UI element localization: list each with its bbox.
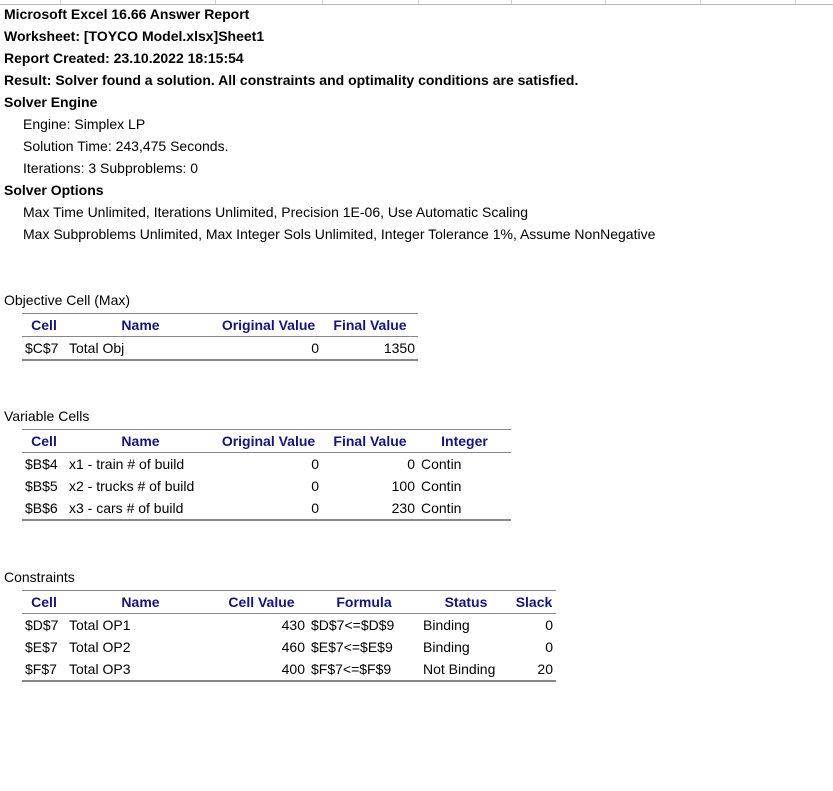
report-title: Microsoft Excel 16.66 Answer Report	[4, 6, 250, 22]
solver-engine-heading: Solver Engine	[4, 94, 98, 110]
slack: 0	[545, 617, 553, 633]
integer-value: Contin	[418, 497, 511, 520]
header-name: Name	[66, 314, 215, 337]
cell-name: x3 - cars # of build	[66, 497, 215, 520]
table-row	[22, 636, 556, 658]
cell-value: 460	[281, 639, 305, 655]
cell-ref: $E$7	[25, 639, 58, 655]
cell-ref: $C$7	[22, 337, 66, 361]
header-cell: Cell	[22, 591, 66, 614]
original-value: 0	[215, 497, 322, 520]
table-header-row	[22, 314, 418, 337]
formula: $D$7<=$D$9	[311, 617, 395, 633]
formula: $F$7<=$F$9	[308, 658, 420, 681]
original-value: 0	[311, 456, 319, 472]
table-row	[22, 475, 511, 497]
cell-ref: $B$4	[25, 456, 58, 472]
header-slack: Slack	[512, 591, 556, 614]
constraints-table	[22, 590, 556, 682]
iterations-text: Iterations: 3 Subproblems: 0	[23, 160, 199, 176]
table-row	[22, 497, 511, 520]
final-value: 1350	[322, 337, 418, 361]
slack: 20	[512, 658, 556, 681]
cell-ref: $F$7	[22, 658, 66, 681]
cell-name: Total OP1	[69, 617, 131, 633]
header-original-value: Original Value	[215, 430, 322, 453]
result-text: Result: Solver found a solution. All constraints and optimality conditions are satisfied.	[4, 72, 579, 88]
final-value: 230	[322, 497, 418, 520]
header-cell: Cell	[22, 314, 66, 337]
worksheet-label: Worksheet: [TOYCO Model.xlsx]Sheet1	[4, 28, 265, 44]
header-cell-value: Cell Value	[215, 591, 308, 614]
options-line-2: Max Subproblems Unlimited, Max Integer Sols Unlimited, Integer Tolerance 1%, Assume NonNegative	[23, 226, 656, 242]
options-line-1: Max Time Unlimited, Iterations Unlimited, Precision 1E-06, Use Automatic Scaling	[23, 204, 528, 220]
final-value: 100	[391, 478, 415, 494]
original-value: 0	[215, 337, 322, 361]
header-name: Name	[66, 430, 215, 453]
header-cell: Cell	[22, 430, 66, 453]
cell-ref: $B$5	[25, 478, 58, 494]
table-row	[22, 453, 511, 476]
status: Binding	[423, 617, 470, 633]
report-created: Report Created: 23.10.2022 18:15:54	[4, 50, 244, 66]
solution-time: Solution Time: 243,475 Seconds.	[23, 138, 229, 154]
status: Not Binding	[420, 658, 512, 681]
cell-ref: $B$6	[22, 497, 66, 520]
objective-table	[22, 313, 418, 361]
header-final-value: Final Value	[322, 314, 418, 337]
table-row	[22, 658, 556, 681]
table-header-row	[22, 591, 556, 614]
variables-table	[22, 429, 511, 521]
solver-options-heading: Solver Options	[4, 182, 104, 198]
original-value: 0	[311, 478, 319, 494]
cell-value: 400	[215, 658, 308, 681]
table-row	[22, 614, 556, 637]
table-row	[22, 337, 418, 361]
cell-name: x2 - trucks # of build	[69, 478, 195, 494]
cell-value: 430	[281, 617, 305, 633]
variables-section-title: Variable Cells	[4, 408, 90, 424]
cell-name: Total OP3	[66, 658, 215, 681]
slack: 0	[545, 639, 553, 655]
header-integer: Integer	[418, 430, 511, 453]
integer-value: Contin	[421, 478, 462, 494]
integer-value: Contin	[421, 456, 462, 472]
formula: $E$7<=$E$9	[311, 639, 393, 655]
objective-section-title: Objective Cell (Max)	[4, 292, 131, 308]
cell-name: x1 - train # of build	[69, 456, 185, 472]
header-formula: Formula	[308, 591, 420, 614]
cell-name: Total Obj	[66, 337, 215, 361]
header-status: Status	[420, 591, 512, 614]
engine-text: Engine: Simplex LP	[23, 116, 146, 132]
cell-ref: $D$7	[25, 617, 59, 633]
header-name: Name	[66, 591, 215, 614]
cell-name: Total OP2	[69, 639, 131, 655]
header-original-value: Original Value	[215, 314, 322, 337]
status: Binding	[423, 639, 470, 655]
table-header-row	[22, 430, 511, 453]
constraints-section-title: Constraints	[4, 569, 75, 585]
final-value: 0	[407, 456, 415, 472]
header-final-value: Final Value	[322, 430, 418, 453]
